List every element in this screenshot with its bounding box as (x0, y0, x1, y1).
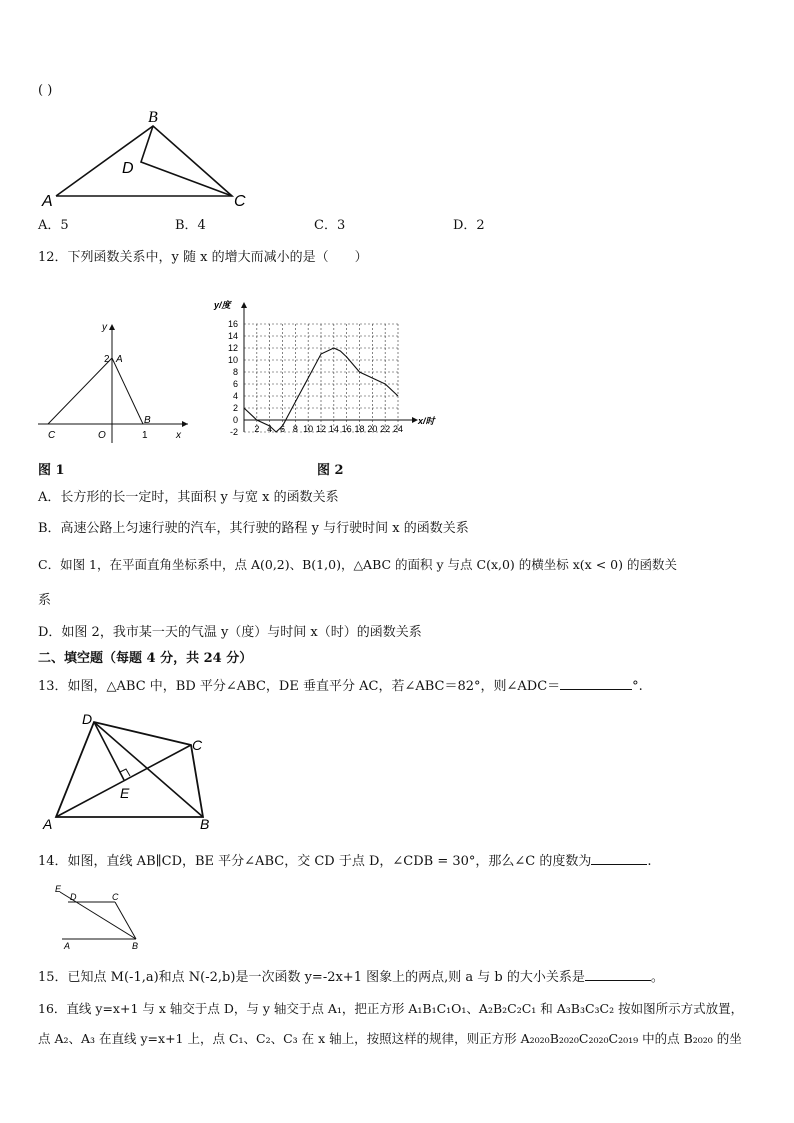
x-axis-label: x/时 (418, 416, 435, 426)
q14-label-c: C (112, 892, 119, 902)
q15-question: 15．已知点 M(-1,a)和点 N(-2,b)是一次函数 y=-2x+1 图象上的两点,则 a 与 b 的大小关系是 (38, 970, 585, 985)
x-tick-label: 8 (292, 424, 298, 434)
y-axis-label: y/度 (214, 300, 231, 310)
y-tick-label: -2 (229, 427, 238, 437)
q11-option-b: B．4 (175, 218, 206, 233)
x-tick-label: 20 (367, 424, 378, 434)
q14-label-d: D (70, 892, 77, 902)
x-tick-label: 2 (254, 424, 260, 434)
q15-answer-blank[interactable] (585, 968, 651, 981)
y-tick-label: 12 (227, 343, 238, 353)
q12-option-b: B．高速公路上匀速行驶的汽车，其行驶的路程 y 与行驶时间 x 的函数关系 (38, 521, 469, 536)
q12-option-c-cont: 系 (38, 593, 52, 608)
q14-parallel-lines-figure (52, 882, 162, 952)
y-tick-label: 4 (232, 391, 238, 401)
q11-bracket: ( ) (38, 83, 53, 98)
x-tick-label: 6 (279, 424, 286, 434)
y-tick-label: 16 (227, 319, 238, 329)
q14-answer-blank[interactable] (591, 852, 647, 865)
q12-figure-2-chart (208, 286, 448, 452)
q14-suffix: . (647, 854, 652, 869)
q12-option-a: A．长方形的长一定时，其面积 y 与宽 x 的函数关系 (38, 490, 339, 505)
q12-option-d: D．如图 2，我市某一天的气温 y（度）与时间 x（时）的函数关系 (38, 625, 422, 640)
fig1-label-1: 1 (142, 430, 148, 441)
q13-label-d: D (82, 711, 93, 727)
q11-label-c: C (234, 193, 246, 210)
q12-option-c: C．如图 1，在平面直角坐标系中，点 A(0,2)、B(1,0)，△ABC 的面积 y 与点 C(x,0) 的横坐标 x(x < 0) 的函数关 (38, 557, 677, 572)
y-tick-label: 0 (232, 415, 238, 425)
fig1-caption: 图 1 (38, 463, 65, 478)
fig1-label-a: A (116, 354, 123, 365)
q11-option-a: A．5 (38, 218, 69, 233)
q14-text (38, 852, 652, 871)
x-tick-label: 12 (315, 424, 327, 434)
x-tick-label: 10 (303, 424, 314, 434)
q11-label-a: A (42, 193, 53, 210)
q14-label-b: B (132, 941, 139, 951)
q16-line-2: 点 A₂、A₃ 在直线 y=x+1 上，点 C₁、C₂、C₃ 在 x 轴上，按照这样的规律，则正方形 A₂₀₂₀B₂₀₂₀C₂₀₂₀C₂₀₁₉ 中的点 B₂₀₂₀ 的坐 (38, 1031, 742, 1046)
section-heading: 二、填空题（每题 4 分，共 24 分） (38, 651, 253, 666)
x-tick-label: 22 (380, 424, 391, 434)
x-tick-label: 24 (392, 424, 404, 434)
q14-label-a: A (64, 941, 71, 951)
q16-line-1: 16．直线 y=x+1 与 x 轴交于点 D，与 y 轴交于点 A₁，把正方形 A₁B₁C₁O₁、A₂B₂C₂C₁ 和 A₃B₃C₃C₂ 按如图所示方式放置， (38, 1001, 744, 1016)
x-tick-label: 4 (267, 424, 273, 434)
x-tick-label: 18 (354, 424, 365, 434)
x-tick-label: 14 (328, 424, 339, 434)
y-tick-label: 10 (227, 355, 238, 365)
q13-question: 13．如图，△ABC 中，BD 平分∠ABC，DE 垂直平分 AC，若∠ABC＝82°，则∠ADC＝ (38, 679, 561, 694)
q12-figure-1 (38, 318, 198, 448)
q11-option-c: C．3 (314, 218, 346, 233)
fig1-y-axis-label: y (102, 322, 107, 333)
fig1-label-2: 2 (104, 354, 110, 365)
q13-label-e: E (120, 785, 130, 801)
q13-text (38, 677, 643, 696)
q13-label-b: B (200, 816, 210, 832)
y-tick-label: 2 (232, 403, 238, 413)
q11-triangle-figure (40, 110, 260, 210)
y-axis-arrow (241, 302, 247, 308)
q12-stem: 12．下列函数关系中，y 随 x 的增大而减小的是（ ） (38, 250, 368, 265)
q13-label-a: A (43, 816, 53, 832)
q14-question: 14．如图，直线 AB∥CD，BE 平分∠ABC，交 CD 于点 D，∠CDB = 30°，那么∠C 的度数为 (38, 854, 592, 869)
q15-text (38, 968, 664, 987)
q13-label-c: C (192, 737, 203, 753)
q11-label-d: D (122, 160, 134, 177)
q13-quadrilateral-figure (38, 712, 228, 832)
fig1-label-c: C (48, 430, 56, 441)
y-tick-label: 6 (232, 379, 238, 389)
q15-suffix: 。 (650, 970, 664, 985)
y-tick-label: 8 (232, 367, 238, 377)
fig1-label-o: O (98, 430, 106, 441)
q11-option-d: D．2 (453, 218, 485, 233)
q13-suffix: °. (632, 679, 643, 694)
y-tick-label: 14 (227, 331, 238, 341)
q13-answer-blank[interactable] (560, 677, 632, 690)
fig2-caption: 图 2 (317, 463, 344, 478)
fig1-x-axis-label: x (176, 430, 181, 441)
q14-label-e: E (55, 884, 62, 894)
fig1-label-b: B (144, 415, 151, 426)
x-tick-label: 16 (341, 424, 352, 434)
q11-label-b: B (148, 109, 158, 126)
